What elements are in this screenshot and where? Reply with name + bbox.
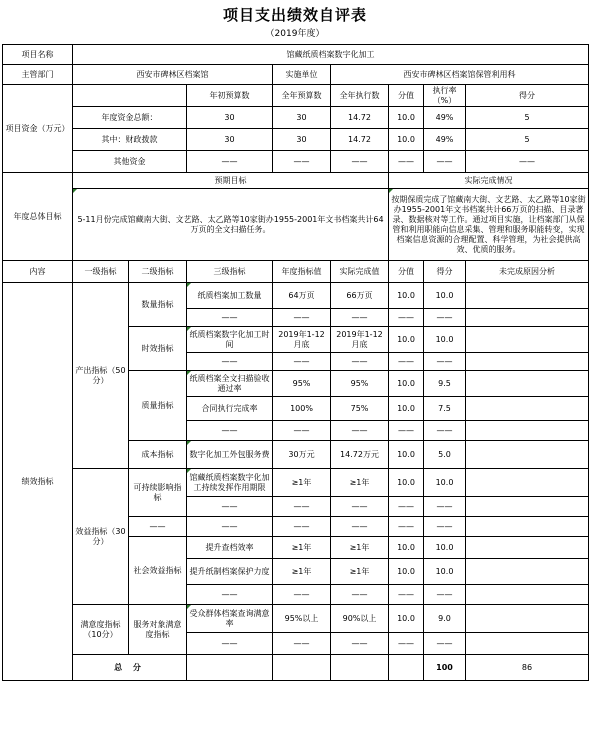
funds-header: 年初预算数 — [187, 85, 273, 107]
project-name: 馆藏纸质档案数字化加工 — [73, 45, 589, 65]
indicator-value: 10.0 — [389, 559, 424, 585]
perf-header-target: 年度指标值 — [273, 261, 331, 283]
funds-cell: 49% — [424, 107, 466, 129]
indicator-name: 提升查档效率 — [187, 537, 273, 559]
dash-cell: —— — [273, 497, 331, 517]
indicator-value: 10.0 — [389, 371, 424, 397]
funds-header: 执行率（%） — [424, 85, 466, 107]
dash-cell: —— — [389, 517, 424, 537]
dash-cell: —— — [273, 517, 331, 537]
indicator-score: 10.0 — [424, 327, 466, 353]
indicator-score: 10.0 — [424, 469, 466, 497]
funds-cell: 14.72 — [331, 129, 389, 151]
funds-cell: —— — [466, 151, 589, 173]
indicator-name: 纸质档案全文扫描验收通过率 — [187, 371, 273, 397]
indicator-reason — [466, 633, 589, 655]
dash-cell: —— — [331, 309, 389, 327]
total-score: 86 — [466, 655, 589, 681]
level2-service: 服务对象满意度指标 — [129, 605, 187, 655]
dash-cell: —— — [424, 585, 466, 605]
indicator-target: ≥1年 — [273, 469, 331, 497]
funds-cell: —— — [187, 151, 273, 173]
perf-header-content: 内容 — [3, 261, 73, 283]
indicator-actual: 75% — [331, 397, 389, 421]
dash-cell: —— — [424, 497, 466, 517]
indicator-reason — [466, 309, 589, 327]
indicator-target: 95% — [273, 371, 331, 397]
indicator-reason — [466, 605, 589, 633]
funds-cell: 14.72 — [331, 107, 389, 129]
indicator-actual: 14.72万元 — [331, 441, 389, 469]
total-label: 总 分 — [73, 655, 187, 681]
indicator-actual: ≥1年 — [331, 559, 389, 585]
funds-cell: 5 — [466, 129, 589, 151]
total-blank — [273, 655, 331, 681]
indicator-value: 10.0 — [389, 441, 424, 469]
indicator-value: 10.0 — [389, 283, 424, 309]
indicator-target: ≥1年 — [273, 537, 331, 559]
dash-cell: —— — [187, 497, 273, 517]
indicator-name: 纸质档案数字化加工时间 — [187, 327, 273, 353]
funds-cell: 30 — [273, 129, 331, 151]
indicator-reason — [466, 283, 589, 309]
dash-cell: —— — [331, 353, 389, 371]
group-satisfaction: 满意度指标（10分） — [73, 605, 129, 655]
perf-header-actual: 实际完成值 — [331, 261, 389, 283]
level2-quantity: 数量指标 — [129, 283, 187, 327]
level2-quality: 质量指标 — [129, 371, 187, 441]
indicator-score: 10.0 — [424, 559, 466, 585]
indicator-target: 30万元 — [273, 441, 331, 469]
dash-cell: —— — [424, 309, 466, 327]
dash-cell: —— — [331, 585, 389, 605]
goals-expected-label: 预期目标 — [73, 173, 389, 189]
level2-sustain: 可持续影响指标 — [129, 469, 187, 517]
indicator-reason — [466, 497, 589, 517]
dash-cell: —— — [273, 585, 331, 605]
impl-value: 西安市碑林区档案馆保管利用科 — [331, 65, 589, 85]
indicator-reason — [466, 421, 589, 441]
indicator-target: 64万页 — [273, 283, 331, 309]
indicator-value: 10.0 — [389, 605, 424, 633]
dash-cell: —— — [187, 353, 273, 371]
funds-header: 全年执行数 — [331, 85, 389, 107]
indicator-reason — [466, 585, 589, 605]
indicator-target: 2019年1-12月底 — [273, 327, 331, 353]
funds-cell: 49% — [424, 129, 466, 151]
funds-cell: —— — [273, 151, 331, 173]
perf-header-level1: 一级指标 — [73, 261, 129, 283]
dash-cell: —— — [424, 421, 466, 441]
indicator-reason — [466, 469, 589, 497]
indicator-name: 纸质档案加工数量 — [187, 283, 273, 309]
indicator-actual: ≥1年 — [331, 469, 389, 497]
dash-cell: —— — [389, 585, 424, 605]
funds-row-label: 其中：财政拨款 — [73, 129, 187, 151]
dash-cell: —— — [273, 309, 331, 327]
indicator-score: 10.0 — [424, 283, 466, 309]
dash-cell: —— — [187, 309, 273, 327]
impl-label: 实施单位 — [273, 65, 331, 85]
indicator-actual: 66万页 — [331, 283, 389, 309]
dept-value: 西安市碑林区档案馆 — [73, 65, 273, 85]
indicator-score: 9.0 — [424, 605, 466, 633]
indicator-value: 10.0 — [389, 327, 424, 353]
indicator-score: 9.5 — [424, 371, 466, 397]
dash-cell: —— — [424, 633, 466, 655]
funds-row-label: 年度资金总额： — [73, 107, 187, 129]
goals-actual-text: 按期保质完成了馆藏南大街、文艺路、太乙路等10家街办1955-2001年文书档案共计66万页的扫描、目录著录、数据核对等工作。通过项目实施，让档案部门从保管和利用职能向信息采集、管理和服务职能转变，实现档案信息资源的合理配置、科学管理，为社会提供高效、优质的服务。 — [389, 189, 589, 261]
dash-cell: —— — [389, 353, 424, 371]
indicator-actual: 90%以上 — [331, 605, 389, 633]
indicator-score: 7.5 — [424, 397, 466, 421]
funds-cell: —— — [331, 151, 389, 173]
indicator-target: 95%以上 — [273, 605, 331, 633]
dash-cell: —— — [331, 421, 389, 441]
page-subtitle-year: （2019年度） — [265, 29, 325, 39]
funds-cell: 30 — [187, 107, 273, 129]
indicator-reason — [466, 327, 589, 353]
indicator-value: 10.0 — [389, 469, 424, 497]
funds-cell: —— — [424, 151, 466, 173]
indicator-name: 提升纸制档案保护力度 — [187, 559, 273, 585]
indicator-reason — [466, 353, 589, 371]
indicator-score: 10.0 — [424, 537, 466, 559]
dash-cell: —— — [331, 517, 389, 537]
indicator-reason — [466, 559, 589, 585]
total-blank — [331, 655, 389, 681]
perf-header-score-value: 分值 — [389, 261, 424, 283]
evaluation-table — [2, 44, 589, 681]
funds-cell: 10.0 — [389, 107, 424, 129]
page-title: 项目支出绩效自评表 — [222, 6, 367, 24]
project-name-label: 项目名称 — [3, 45, 73, 65]
indicator-name: 合同执行完成率 — [187, 397, 273, 421]
indicator-actual: ≥1年 — [331, 537, 389, 559]
dash-cell: —— — [331, 633, 389, 655]
funds-header-blank — [73, 85, 187, 107]
indicator-value: 10.0 — [389, 397, 424, 421]
indicator-target: 100% — [273, 397, 331, 421]
goals-label: 年度总体目标 — [3, 173, 73, 261]
dash-cell: —— — [424, 353, 466, 371]
indicator-reason — [466, 371, 589, 397]
funds-label: 项目资金（万元） — [3, 85, 73, 173]
funds-cell: 5 — [466, 107, 589, 129]
dash-cell: —— — [389, 421, 424, 441]
funds-cell: —— — [389, 151, 424, 173]
funds-cell: 30 — [273, 107, 331, 129]
dash-cell: —— — [187, 633, 273, 655]
dash-cell: —— — [331, 497, 389, 517]
indicator-score: 5.0 — [424, 441, 466, 469]
funds-cell: 10.0 — [389, 129, 424, 151]
funds-header: 分值 — [389, 85, 424, 107]
perf-content-label: 绩效指标 — [3, 283, 73, 681]
indicator-target: ≥1年 — [273, 559, 331, 585]
perf-header-reason: 未完成原因分析 — [466, 261, 589, 283]
funds-header: 得分 — [466, 85, 589, 107]
level2-social: 社会效益指标 — [129, 537, 187, 605]
goals-actual-label: 实际完成情况 — [389, 173, 589, 189]
funds-row-label: 其他资金 — [73, 151, 187, 173]
perf-header-level2: 二级指标 — [129, 261, 187, 283]
perf-header-level3: 三级指标 — [187, 261, 273, 283]
group-output: 产出指标（50分） — [73, 283, 129, 469]
dash-cell: —— — [187, 421, 273, 441]
level2-timeliness: 时效指标 — [129, 327, 187, 371]
total-value: 100 — [424, 655, 466, 681]
indicator-name: 数字化加工外包服务费 — [187, 441, 273, 469]
goals-expected-text: 5-11月份完成馆藏南大街、文艺路、太乙路等10家街办1955-2001年文书档案共计64万页的全文扫描任务。 — [73, 189, 389, 261]
perf-header-score: 得分 — [424, 261, 466, 283]
indicator-name: 馆藏纸质档案数字化加工持续发挥作用期限 — [187, 469, 273, 497]
level2-cost: 成本指标 — [129, 441, 187, 469]
indicator-actual: 2019年1-12月底 — [331, 327, 389, 353]
group-benefit: 效益指标（30分） — [73, 469, 129, 605]
dash-cell: —— — [273, 421, 331, 441]
indicator-reason — [466, 397, 589, 421]
indicator-value: 10.0 — [389, 537, 424, 559]
dash-cell: —— — [187, 585, 273, 605]
indicator-reason — [466, 441, 589, 469]
dash-cell: —— — [187, 517, 273, 537]
dash-cell: —— — [389, 633, 424, 655]
dash-cell: —— — [273, 353, 331, 371]
funds-cell: 30 — [187, 129, 273, 151]
total-blank — [187, 655, 273, 681]
total-blank — [389, 655, 424, 681]
dash-cell: —— — [129, 517, 187, 537]
indicator-actual: 95% — [331, 371, 389, 397]
dept-label: 主管部门 — [3, 65, 73, 85]
dash-cell: —— — [389, 497, 424, 517]
funds-header: 全年预算数 — [273, 85, 331, 107]
indicator-reason — [466, 537, 589, 559]
dash-cell: —— — [424, 517, 466, 537]
indicator-reason — [466, 517, 589, 537]
dash-cell: —— — [389, 309, 424, 327]
dash-cell: —— — [273, 633, 331, 655]
indicator-name: 受众群体档案查询满意率 — [187, 605, 273, 633]
